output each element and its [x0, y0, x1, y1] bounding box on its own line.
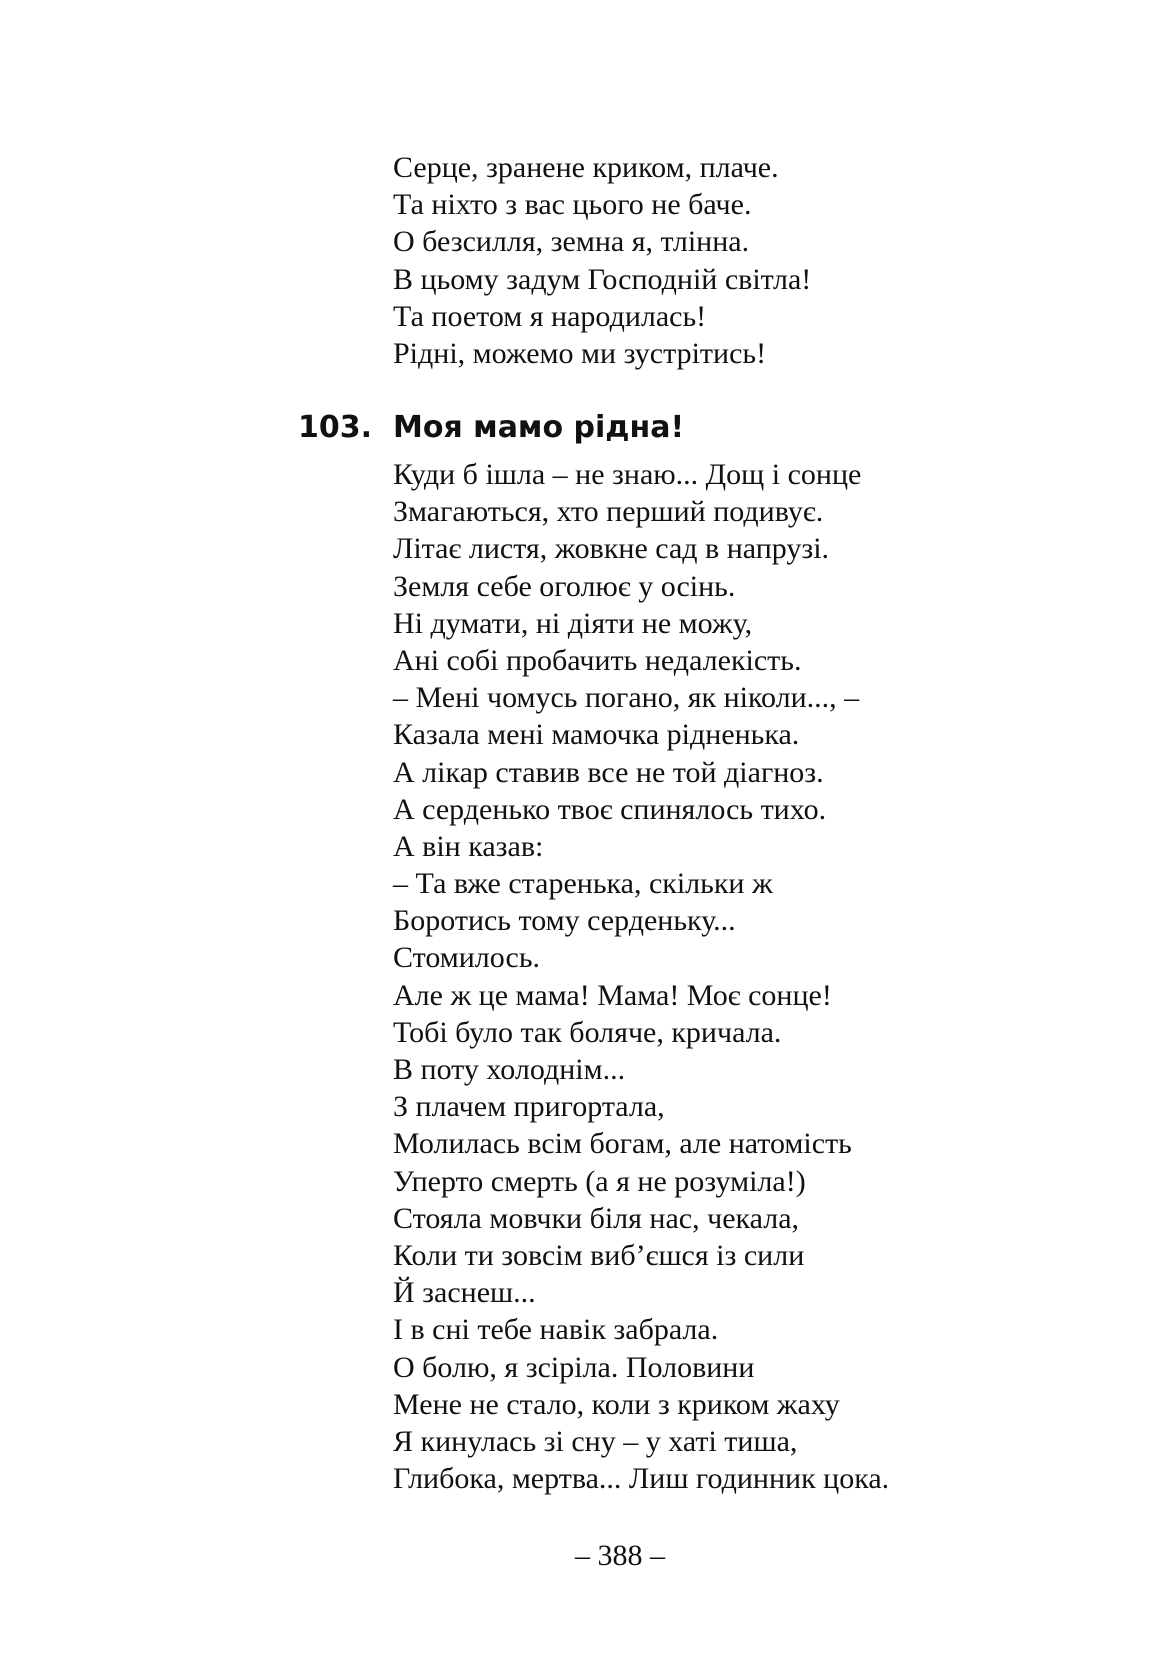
- poem-line: Й заснеш...: [393, 1276, 536, 1310]
- poem-line: Казала мені мамочка рідненька.: [393, 718, 800, 752]
- poem-line: Коли ти зовсім виб’єшся із сили: [393, 1238, 805, 1272]
- poem-line: А лікар ставив все не той діагноз.: [393, 755, 824, 789]
- poem-line: Мене не стало, коли з криком жаху: [393, 1387, 840, 1421]
- poem-line: Серце, зранене криком, плаче.: [393, 151, 779, 184]
- page-number: – 388 –: [575, 1539, 665, 1572]
- poem-line: – Мені чомусь погано, як ніколи..., –: [393, 681, 860, 715]
- poem-line: З плачем пригортала,: [393, 1090, 665, 1124]
- poem-line: Стояла мовчки біля нас, чекала,: [393, 1201, 800, 1235]
- poem-line: Змагаються, хто перший подивує.: [393, 495, 824, 529]
- poem-line: В цьому задум Господній світла!: [393, 262, 812, 296]
- poem-line: – Та вже старенька, скільки ж: [393, 867, 773, 901]
- poem-number: 103.: [298, 410, 373, 445]
- poem-line: Стомилось.: [393, 941, 541, 975]
- intro-stanza: [393, 149, 811, 372]
- poem-line: Куди б ішла – не знаю... Дощ і сонце: [393, 458, 862, 491]
- poem-header: [298, 408, 684, 448]
- poem-line: Рідні, можемо ми зустрітись!: [393, 336, 767, 370]
- poem-line: Та поетом я народилась!: [393, 299, 707, 333]
- poem-line: Та ніхто з вас цього не баче.: [393, 188, 752, 222]
- poem-line: Я кинулась зі сну – у хаті тиша,: [393, 1424, 798, 1458]
- poem-line: О болю, я зсіріла. Половини: [393, 1350, 755, 1384]
- poem-line: В поту холоднім...: [393, 1053, 626, 1086]
- poem-line: О безсилля, земна я, тлінна.: [393, 225, 750, 259]
- poem-line: Молилась всім богам, але натомість: [393, 1127, 852, 1161]
- poem-line: Боротись тому серденьку...: [393, 904, 736, 938]
- poem-body: [393, 456, 889, 1497]
- poem-line: Але ж це мама! Мама! Моє сонце!: [393, 978, 832, 1012]
- poem-line: Уперто смерть (а я не розуміла!): [393, 1164, 806, 1198]
- poem-line: Земля себе оголює у осінь.: [393, 569, 736, 603]
- poem-line: А він казав:: [393, 829, 544, 863]
- poem-line: І в сні тебе навік забрала.: [393, 1313, 719, 1347]
- poem-line: Ні думати, ні діяти не можу,: [393, 606, 753, 640]
- poem-line: Глибока, мертва... Лиш годинник цока.: [393, 1462, 890, 1496]
- poem-title: Моя мамо рідна!: [393, 410, 685, 445]
- poem-line: Літає листя, жовкне сад в напрузі.: [393, 532, 830, 566]
- poem-line: Ані собі пробачить недалекість.: [393, 643, 802, 677]
- poem-line: Тобі було так боляче, кричала.: [393, 1015, 782, 1049]
- poem-line: А серденько твоє спинялось тихо.: [393, 792, 827, 826]
